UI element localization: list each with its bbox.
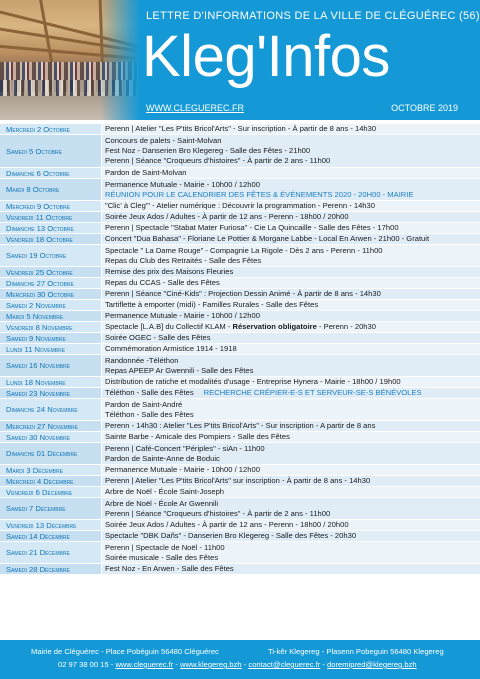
event-description — [101, 201, 480, 211]
site-br-link[interactable]: www.klegereg.bzh — [180, 660, 242, 669]
event-description — [101, 245, 480, 266]
event-row — [0, 179, 480, 201]
event-description — [101, 564, 480, 574]
event-line: Arbre de Noël - École Ar Gwennili — [105, 498, 219, 508]
event-line: Fest Noz - En Arwen - Salle des Fêtes — [105, 564, 234, 573]
event-line: Perenn | Spectacle "Stabat Mater Furiosa" - Cie La Quincaille - Salle des Fêtes - 17h00 — [105, 223, 399, 232]
event-row — [0, 278, 480, 289]
event-line: Pardon de Saint-Molvan — [105, 168, 187, 177]
event-line: Perenn | Café-Concert "Périples" - siAn - 11h00 — [105, 443, 265, 453]
event-date: Dimanche 24 Novembre — [0, 399, 101, 420]
event-line: Concours de palets - Saint-Molvan — [105, 136, 222, 145]
event-row — [0, 388, 480, 399]
email-fr-link[interactable]: contact@cleguerec.fr — [248, 660, 321, 669]
event-date: Dimanche 27 Octobre — [0, 278, 101, 288]
event-line: Randonnée -Téléthon — [105, 355, 179, 365]
event-line: Perenn - 14h30 : Atelier "Les P'tits Bricol'Arts" - Sur inscription - A partir de 8 ans — [105, 421, 376, 430]
event-date: Dimanche 01 Décembre — [0, 443, 101, 464]
event-row — [0, 465, 480, 476]
event-line: Remise des prix des Maisons Fleuries — [105, 267, 234, 276]
event-description — [101, 399, 480, 420]
event-line: Repas APEEP Ar Gwennili - Salle des Fêtes — [105, 365, 254, 375]
separator: - — [320, 660, 328, 669]
event-description — [101, 300, 480, 310]
event-date: Mercredi 30 Octobre — [0, 289, 101, 299]
event-row — [0, 487, 480, 498]
event-row — [0, 245, 480, 267]
event-date: Mercredi 2 Octobre — [0, 124, 101, 134]
event-description — [101, 168, 480, 178]
event-date: Lundi 18 Novembre — [0, 377, 101, 387]
events-calendar — [0, 124, 480, 575]
event-row — [0, 421, 480, 432]
website-link[interactable]: WWW.CLEGUEREC.FR — [146, 103, 244, 113]
event-row — [0, 212, 480, 223]
event-description — [101, 465, 480, 475]
event-row — [0, 564, 480, 575]
reservation-note: Réservation obligatoire — [232, 322, 317, 331]
event-date: Lundi 11 Novembre — [0, 344, 101, 354]
event-line: Spectacle "DBK Dañs" - Danserien Bro Klegereg - Salle des Fêtes - 20h30 — [105, 531, 357, 540]
event-description — [101, 333, 480, 343]
event-line: Perenn | Séance "Croqueurs d'histoires" - À partir de 2 ans - 11h00 — [105, 508, 331, 518]
event-line: Arbre de Noël - École Saint-Joseph — [105, 487, 225, 496]
event-row — [0, 234, 480, 245]
event-line: Téléthon - Salle des Fêtes — [105, 409, 194, 419]
event-line: Commémoration Armistice 1914 - 1918 — [105, 344, 237, 353]
event-description — [101, 322, 480, 332]
event-date: Vendredi 18 Octobre — [0, 234, 101, 244]
event-line: Fest Noz - Danserien Bro Klegereg - Salle des Fêtes - 21h00 — [105, 146, 311, 155]
event-description — [101, 487, 480, 497]
event-row — [0, 223, 480, 234]
event-row — [0, 476, 480, 487]
event-line: Repas du Club des Retraités - Salle des Fêtes — [105, 255, 262, 265]
sports-hall-photo — [0, 0, 140, 120]
event-line: RÉUNION POUR LE CALENDRIER DES FÊTES & ÉVÉNEMENTS 2020 - 20H00 - MAIRIE — [105, 189, 414, 199]
event-description — [101, 421, 480, 431]
event-description — [101, 289, 480, 299]
event-description — [101, 135, 480, 167]
event-description — [101, 388, 480, 398]
event-description — [101, 344, 480, 354]
event-date: Mercredi 27 Novembre — [0, 421, 101, 431]
event-date: Samedi 21 Décembre — [0, 542, 101, 563]
event-text: - Perenn - 20h30 — [316, 322, 376, 331]
event-date: Mardi 5 Novembre — [0, 311, 101, 321]
event-description — [101, 212, 480, 222]
event-date: Samedi 5 Octobre — [0, 135, 101, 167]
event-row — [0, 267, 480, 278]
event-description — [101, 234, 480, 244]
event-line: "Clic' à Cleg'" - Atelier numérique : Découvrir la programmation - Perenn - 14h30 — [105, 201, 375, 210]
event-row — [0, 289, 480, 300]
event-description — [101, 179, 480, 200]
separator: - — [241, 660, 249, 669]
event-line: Soirée musicale - Salle des Fêtes — [105, 552, 219, 562]
event-row — [0, 124, 480, 135]
event-line: Pardon de Sainte-Anne de Boduic — [105, 453, 220, 463]
event-row — [0, 542, 480, 564]
event-date: Samedi 28 Décembre — [0, 564, 101, 574]
event-line — [105, 322, 480, 332]
event-row — [0, 322, 480, 333]
event-row — [0, 432, 480, 443]
newsletter-subtitle: LETTRE D'INFORMATIONS DE LA VILLE DE CLÉGUÉREC (56) — [146, 10, 480, 22]
event-line: Perenn | Spectacle de Noël - 11h00 — [105, 542, 225, 552]
event-line: Distribution de ratiche et modalités d'usage - Entreprise Hynera - Mairie - 18h00 / 19h00 — [105, 377, 401, 386]
event-line: Sainte Barbe - Amicale des Pompiers - Salle des Fêtes — [105, 432, 290, 441]
footer — [0, 640, 480, 679]
event-row — [0, 333, 480, 344]
event-row — [0, 355, 480, 377]
event-line: Pardon de Saint-André — [105, 399, 183, 409]
event-description — [101, 432, 480, 442]
event-row — [0, 344, 480, 355]
event-date: Dimanche 13 Octobre — [0, 223, 101, 233]
event-row — [0, 311, 480, 322]
event-line: Perenn | Séance "Ciné-Kids" : Projection Dessin Animé - À partir de 8 ans - 14h30 — [105, 289, 381, 298]
event-description — [101, 443, 480, 464]
event-line — [105, 388, 480, 398]
event-date: Samedi 23 Novembre — [0, 388, 101, 398]
volunteer-call: RECHERCHE CRÉPIER-E-S ET SERVEUR-SE-S BÉNÉVOLES — [203, 388, 422, 397]
event-date: Vendredi 25 Octobre — [0, 267, 101, 277]
event-line: Perenn | Atelier "Les P'tits Bricol'Arts" sur inscription - À partir de 8 ans - 14h30 — [105, 476, 371, 485]
event-description — [101, 267, 480, 277]
address-french: Mairie de Cléguérec - Place Pobéguin 56480 Cléguérec — [31, 647, 219, 656]
email-br-link[interactable]: doremipred@klegereg.bzh — [327, 660, 417, 669]
event-row — [0, 168, 480, 179]
event-row — [0, 201, 480, 212]
event-date: Vendredi 11 Octobre — [0, 212, 101, 222]
event-line: Soirée Jeux Ados / Adultes - À partir de 12 ans - Perenn - 18h00 / 20h00 — [105, 520, 349, 529]
event-description — [101, 223, 480, 233]
event-date: Mercredi 4 Décembre — [0, 476, 101, 486]
header-banner — [0, 0, 480, 120]
event-date: Mardi 8 Octobre — [0, 179, 101, 200]
separator: - — [173, 660, 181, 669]
event-row — [0, 300, 480, 311]
event-description — [101, 476, 480, 486]
event-date: Samedi 9 Novembre — [0, 333, 101, 343]
event-line: Permanence Mutuale - Mairie - 10h00 / 12h00 — [105, 311, 260, 320]
newsletter-title: Kleg'Infos — [142, 24, 390, 89]
address-breton: Ti-kêr Klegereg - Plasenn Pobeguin 56480 Klegereg — [268, 647, 444, 656]
event-text: Spectacle [L.A.B] du Collectif KLAM - — [105, 322, 233, 331]
event-line: Permanence Mutuale - Mairie - 10h00 / 12h00 — [105, 465, 260, 474]
event-line: Perenn | Séance "Croqueurs d'histoires" - À partir de 2 ans - 11h00 — [105, 156, 331, 165]
event-line: Soirée Jeux Ados / Adultes - À partir de 12 ans - Perenn - 18h00 / 20h00 — [105, 212, 349, 221]
contact-line — [58, 660, 417, 669]
event-line: Concert "Dua Bahasa" - Floriane Le Pottier & Morgane Labbe - Local En Arwen - 21h00 - Gratuit — [105, 234, 430, 243]
event-text: Téléthon - Salle des Fêtes — [105, 388, 194, 397]
event-description — [101, 278, 480, 288]
event-line: Spectacle " La Dame Rouge" - Compagnie La Rigole - Dès 2 ans - Perenn - 11h00 — [105, 245, 383, 255]
event-row — [0, 520, 480, 531]
event-date: Mercredi 9 Octobre — [0, 201, 101, 211]
event-description — [101, 355, 480, 376]
event-date: Samedi 19 Octobre — [0, 245, 101, 266]
event-line: Repas du CCAS - Salle des Fêtes — [105, 278, 220, 287]
event-row — [0, 377, 480, 388]
phone-number: 02 97 38 00 15 - — [58, 660, 114, 669]
event-date: Dimanche 6 Octobre — [0, 168, 101, 178]
event-date: Samedi 7 Décembre — [0, 498, 101, 519]
event-date: Vendredi 8 Novembre — [0, 322, 101, 332]
event-row — [0, 135, 480, 168]
event-description — [101, 124, 480, 134]
event-description — [101, 498, 480, 519]
event-date: Samedi 16 Novembre — [0, 355, 101, 376]
event-row — [0, 531, 480, 542]
event-line: Permanence Mutuale - Mairie - 10h00 / 12h00 — [105, 179, 260, 189]
event-description — [101, 520, 480, 530]
event-date: Samedi 14 Décembre — [0, 531, 101, 541]
event-date: Vendredi 13 Décembre — [0, 520, 101, 530]
event-row — [0, 443, 480, 465]
event-date: Mardi 3 Décembre — [0, 465, 101, 475]
site-fr-link[interactable]: www.cleguerec.fr — [115, 660, 174, 669]
event-description — [101, 542, 480, 563]
event-description — [101, 377, 480, 387]
event-description — [101, 531, 480, 541]
event-line: Tartiflette à emporter (midi) - Familles Rurales - Salle des Fêtes — [105, 300, 319, 309]
event-line: Perenn | Atelier "Les P'tits Bricol'Arts" - Sur inscription - À partir de 8 ans - 14h30 — [105, 124, 377, 133]
event-date: Vendredi 6 Décembre — [0, 487, 101, 497]
event-row — [0, 399, 480, 421]
event-date: Samedi 2 Novembre — [0, 300, 101, 310]
issue-date: OCTOBRE 2019 — [391, 103, 458, 113]
event-line: Soirée OGEC - Salle des Fêtes — [105, 333, 211, 342]
event-date: Samedi 30 Novembre — [0, 432, 101, 442]
event-row — [0, 498, 480, 520]
event-description — [101, 311, 480, 321]
